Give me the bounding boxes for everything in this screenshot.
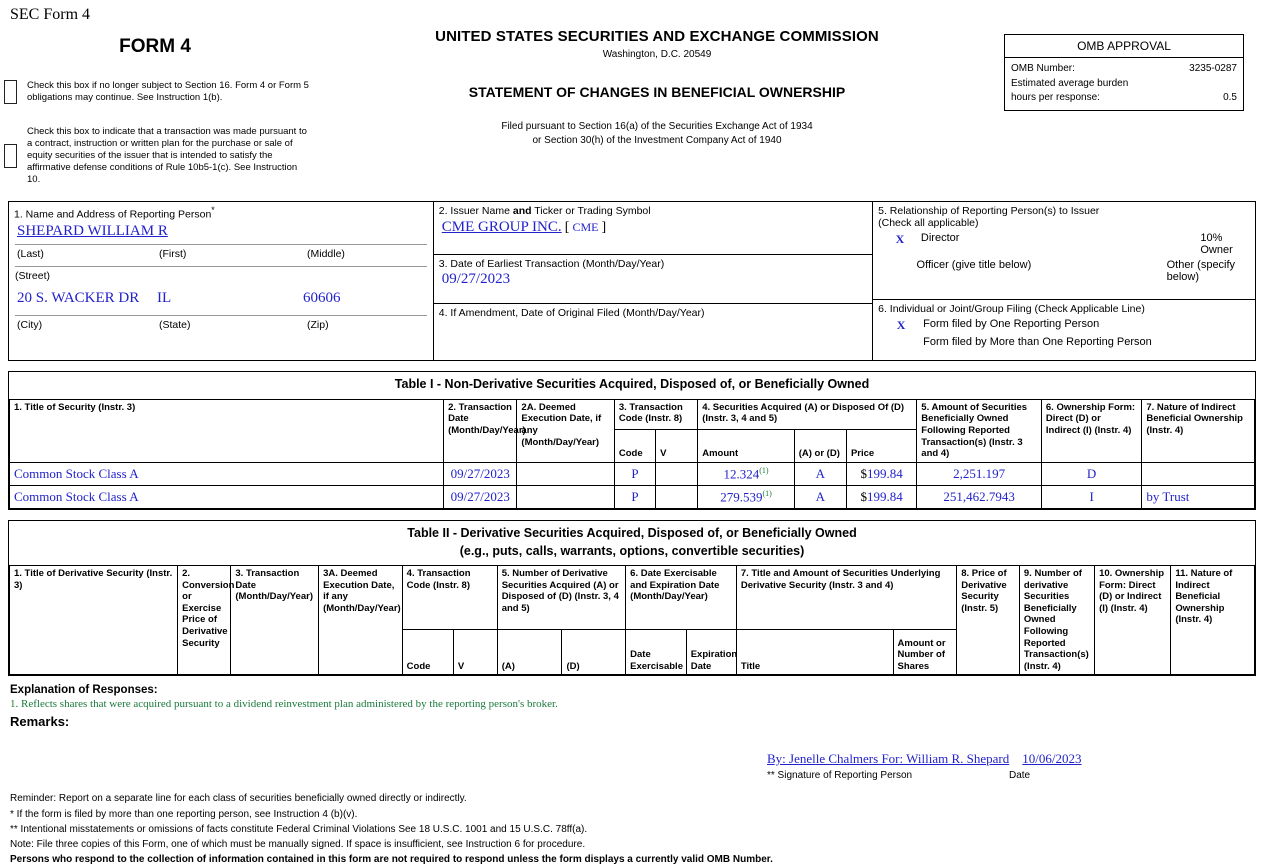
t1-header-transaction-code: 3. Transaction Code (Instr. 8) bbox=[614, 399, 697, 429]
t1-subheader-price: Price bbox=[846, 429, 916, 462]
box-1-label-asterisk: * bbox=[211, 205, 215, 216]
filing-label-one-person: Form filed by One Reporting Person bbox=[923, 318, 1100, 331]
legal-note-copies: Note: File three copies of this Form, one of which must be manually signed. If space is insufficient, see Instruction 6 for procedure. bbox=[10, 838, 586, 850]
t2-header-title: 1. Title of Derivative Security (Instr. 3) bbox=[10, 566, 178, 675]
t1-header-securities-acquired: 4. Securities Acquired (A) or Disposed Of (D) (Instr. 3, 4 and 5) bbox=[698, 399, 917, 429]
address-state-value: IL bbox=[157, 289, 172, 306]
table-1-title: Table I - Non-Derivative Securities Acquired, Disposed of, or Beneficially Owned bbox=[394, 377, 870, 392]
signature-spacer bbox=[10, 751, 767, 781]
omb-number-row bbox=[1011, 62, 1237, 77]
omb-hours-value: 0.5 bbox=[1223, 92, 1237, 103]
omb-burden-label: Estimated average burden bbox=[1011, 77, 1129, 89]
box-2-issuer bbox=[434, 202, 872, 255]
t1-r0-v bbox=[656, 462, 698, 485]
t2-header-date-exercisable: 6. Date Exercisable and Expiration Date (Month/Day/Year) bbox=[626, 566, 737, 630]
ticker-bracket-open: [ bbox=[564, 220, 570, 236]
remarks-title: Remarks: bbox=[10, 714, 70, 730]
relationship-mark-director[interactable]: X bbox=[895, 232, 905, 247]
identity-boxes bbox=[8, 201, 1256, 361]
address-values-row bbox=[9, 288, 433, 307]
checkbox-rule-10b5-1[interactable] bbox=[4, 144, 17, 168]
t1-r1-date: 09/27/2023 bbox=[444, 485, 517, 508]
t1-header-title: 1. Title of Security (Instr. 3) bbox=[10, 399, 444, 462]
box-2-label-post: Ticker or Trading Symbol bbox=[531, 205, 651, 218]
box-1-label-text: 1. Name and Address of Reporting Person bbox=[14, 208, 212, 221]
agency-address: Washington, D.C. 20549 bbox=[602, 49, 712, 60]
box-5-6-relationship-column bbox=[873, 201, 1256, 361]
filing-label-many-persons: Form filed by More than One Reporting Person bbox=[923, 336, 1152, 349]
t2-subheader-title: Title bbox=[736, 630, 893, 675]
t1-subheader-a-or-d: (A) or (D) bbox=[794, 429, 846, 462]
checkbox-no-longer-subject[interactable] bbox=[4, 80, 17, 104]
sec-form-label: SEC Form 4 bbox=[10, 6, 91, 23]
box-2-label bbox=[434, 202, 872, 217]
filing-mark-one-person[interactable]: X bbox=[896, 318, 906, 333]
relationship-label-10pct-owner: 10% Owner bbox=[1200, 232, 1233, 257]
t1-r0-date: 09/27/2023 bbox=[444, 462, 517, 485]
relationship-row-officer[interactable] bbox=[873, 259, 1255, 283]
omb-hours-row bbox=[1011, 91, 1237, 106]
t1-r0-ownership-form: D bbox=[1041, 462, 1141, 485]
table-2-header-row bbox=[10, 566, 1255, 630]
signature-sublabel: ** Signature of Reporting Person bbox=[767, 770, 913, 782]
box-3-value: 09/27/2023 bbox=[441, 271, 511, 288]
label-state: (State) bbox=[159, 318, 191, 331]
t1-r0-a-or-d: A bbox=[794, 462, 846, 485]
table-2-grid bbox=[9, 565, 1255, 675]
table-2-title-line-2: (e.g., puts, calls, warrants, options, convertible securities) bbox=[459, 543, 805, 558]
checkbox-row-no-longer-subject[interactable] bbox=[0, 80, 310, 104]
signature-name: By: Jenelle Chalmers For: William R. Shepard bbox=[767, 751, 1010, 767]
box-2-label-pre: 2. Issuer Name bbox=[438, 205, 513, 218]
label-first: (First) bbox=[159, 247, 187, 260]
box-2-label-and: and bbox=[512, 205, 532, 218]
table-row bbox=[10, 462, 1255, 485]
relationship-label-other: Other (specify below) bbox=[1166, 259, 1236, 284]
legal-note-reminder: Reminder: Report on a separate line for each class of securities beneficially owned directly or indirectly. bbox=[10, 793, 467, 805]
box-1-reporting-person bbox=[8, 201, 434, 361]
t2-subheader-code: Code bbox=[402, 630, 453, 675]
t1-r1-code: P bbox=[614, 485, 655, 508]
t1-r1-deemed bbox=[517, 485, 614, 508]
t1-r1-a-or-d: A bbox=[794, 485, 846, 508]
box-4-value bbox=[434, 319, 872, 320]
t2-subheader-amount-shares: Amount or Number of Shares bbox=[893, 630, 957, 675]
t1-r1-owned: 251,462.7943 bbox=[917, 485, 1042, 508]
signature-date: 10/06/2023 bbox=[1022, 751, 1082, 767]
footnote-1: 1. Reflects shares that were acquired pursuant to a dividend reinvestment plan administered by the reporting person's broker. bbox=[10, 698, 558, 711]
header-left-column bbox=[0, 28, 310, 185]
signature-sublabels bbox=[767, 770, 1082, 781]
box-2-3-4-issuer-column bbox=[434, 201, 873, 361]
t1-header-amount-owned: 5. Amount of Securities Beneficially Owned Following Reported Transaction(s) (Instr. 3 and 4) bbox=[917, 399, 1042, 462]
box-3-earliest-transaction-date bbox=[434, 255, 872, 304]
t2-header-transaction-date: 3. Transaction Date (Month/Day/Year) bbox=[231, 566, 319, 675]
omb-number-label: OMB Number: bbox=[1011, 63, 1075, 74]
t1-r0-title: Common Stock Class A bbox=[10, 462, 444, 485]
legal-note-double-asterisk: ** Intentional misstatements or omissions of facts constitute Federal Criminal Violations See 18 U.S.C. 1001 and 15 U.S.C. 78ff(a). bbox=[10, 823, 588, 835]
header-right-column bbox=[1004, 28, 1254, 185]
omb-hours-label: hours per response: bbox=[1011, 92, 1100, 103]
relationship-label-director: Director bbox=[920, 232, 960, 245]
filing-mark-many-persons[interactable] bbox=[879, 336, 923, 348]
agency-name: UNITED STATES SECURITIES AND EXCHANGE COMMISSION bbox=[435, 28, 879, 45]
legal-notes bbox=[10, 791, 1254, 867]
issuer-value-row bbox=[434, 217, 872, 236]
box-3-label: 3. Date of Earliest Transaction (Month/Day/Year) bbox=[438, 258, 665, 271]
t2-header-price-derivative: 8. Price of Derivative Security (Instr. 5) bbox=[957, 566, 1020, 675]
omb-burden-row bbox=[1011, 77, 1237, 92]
address-zip-value: 60606 bbox=[303, 289, 341, 306]
filed-line-1: Filed pursuant to Section 16(a) of the Securities Exchange Act of 1934 bbox=[501, 121, 813, 132]
t1-r1-price-symbol: $ bbox=[860, 489, 867, 505]
t1-subheader-amount: Amount bbox=[698, 429, 794, 462]
t1-r1-v bbox=[656, 485, 698, 508]
filed-pursuant-text bbox=[310, 120, 1004, 147]
t2-header-transaction-code: 4. Transaction Code (Instr. 8) bbox=[402, 566, 497, 630]
header-center-column bbox=[310, 28, 1004, 185]
box-5-label-line-2: (Check all applicable) bbox=[878, 217, 979, 230]
reporting-person-name-row bbox=[9, 221, 433, 244]
label-zip: (Zip) bbox=[307, 318, 329, 331]
t2-header-conversion-price: 2. Conversion or Exercise Price of Derivative Security bbox=[178, 566, 231, 675]
table-2-title-line-1: Table II - Derivative Securities Acquired, Disposed of, or Beneficially Owned bbox=[407, 526, 857, 541]
box-1-label bbox=[9, 202, 433, 221]
box-4-label: 4. If Amendment, Date of Original Filed (Month/Day/Year) bbox=[438, 307, 705, 320]
form-title: FORM 4 bbox=[119, 36, 191, 57]
ticker-symbol: CME bbox=[572, 220, 599, 235]
signature-section bbox=[10, 751, 1254, 781]
relationship-label-officer: Officer (give title below) bbox=[916, 259, 1032, 272]
reporting-person-name-link[interactable]: SHEPARD WILLIAM R bbox=[17, 222, 168, 239]
table-2-container bbox=[8, 520, 1256, 676]
relationship-mark-officer[interactable] bbox=[879, 259, 916, 283]
date-sublabel: Date bbox=[1009, 770, 1031, 782]
omb-number-value: 3235-0287 bbox=[1189, 63, 1237, 74]
t2-subheader-expiration-date: Expiration Date bbox=[686, 630, 736, 675]
t1-r0-price-value: 199.84 bbox=[867, 465, 903, 481]
name-parts-row bbox=[15, 244, 427, 266]
checkbox-label-rule-10b5-1: Check this box to indicate that a transaction was made pursuant to a contract, instruction or written plan for the purchase or sale of equity securities of the issuer that is intended to satisfy the affirmative defense conditions of Rule 10b5-1(c). See Instruction 10. bbox=[27, 126, 307, 185]
t1-r1-nature: by Trust bbox=[1142, 485, 1255, 508]
t1-r0-amount-value: 12.324 bbox=[723, 466, 760, 482]
t1-r1-amount-value: 279.539 bbox=[720, 489, 763, 505]
box-5-label-line-1: 5. Relationship of Reporting Person(s) to Issuer bbox=[878, 205, 1100, 218]
t2-subheader-date-exercisable: Date Exercisable bbox=[626, 630, 687, 675]
t1-subheader-v: V bbox=[656, 429, 698, 462]
filed-line-2: or Section 30(h) of the Investment Company Act of 1940 bbox=[532, 134, 782, 146]
t1-r0-deemed bbox=[517, 462, 614, 485]
t1-r0-code: P bbox=[614, 462, 655, 485]
explanation-title: Explanation of Responses: bbox=[10, 684, 158, 697]
box-5-relationship bbox=[873, 202, 1255, 300]
signature-block bbox=[767, 751, 1082, 781]
t1-r0-owned: 2,251.197 bbox=[917, 462, 1042, 485]
table-row bbox=[10, 485, 1255, 508]
t1-r0-amount bbox=[698, 462, 794, 485]
checkbox-row-rule-10b5-1[interactable] bbox=[0, 126, 310, 185]
t2-subheader-v: V bbox=[453, 630, 497, 675]
checkbox-label-no-longer-subject: Check this box if no longer subject to Section 16. Form 4 or Form 5 obligations may continue. See Instruction 1(b). bbox=[27, 80, 309, 103]
relationship-mark-other[interactable] bbox=[1129, 259, 1166, 283]
table-1-header-row bbox=[10, 399, 1255, 429]
explanation-section bbox=[10, 684, 1254, 781]
t2-header-number-acquired: 5. Number of Derivative Securities Acquired (A) or Disposed of (D) (Instr. 3, 4 and 5) bbox=[497, 566, 625, 630]
t2-header-nature-indirect: 11. Nature of Indirect Beneficial Ownership (Instr. 4) bbox=[1171, 566, 1255, 675]
t2-subheader-d: (D) bbox=[562, 630, 626, 675]
ticker-bracket-close: ] bbox=[601, 220, 607, 236]
t2-subheader-a: (A) bbox=[497, 630, 562, 675]
t2-header-ownership-form: 10. Ownership Form: Direct (D) or Indirect (I) (Instr. 4) bbox=[1095, 566, 1171, 675]
t1-r1-amount bbox=[698, 485, 794, 508]
t1-r0-amount-footnote[interactable]: (1) bbox=[759, 465, 769, 475]
box-6-label: 6. Individual or Joint/Group Filing (Check Applicable Line) bbox=[878, 303, 1145, 316]
relationship-mark-10pct-owner[interactable] bbox=[1159, 232, 1201, 256]
label-last: (Last) bbox=[17, 247, 44, 260]
statement-title: STATEMENT OF CHANGES IN BENEFICIAL OWNERSHIP bbox=[468, 84, 846, 100]
legal-note-omb-response: Persons who respond to the collection of information contained in this form are not required to respond unless the form displays a currently valid OMB Number. bbox=[10, 854, 773, 866]
issuer-name-link[interactable]: CME GROUP INC. bbox=[441, 219, 562, 236]
t1-r1-amount-footnote[interactable]: (1) bbox=[762, 488, 772, 498]
signature-line bbox=[767, 751, 1082, 767]
t1-header-transaction-date: 2. Transaction Date (Month/Day/Year) bbox=[444, 399, 517, 462]
label-city: (City) bbox=[17, 318, 43, 331]
filing-row-one-person[interactable] bbox=[873, 318, 1255, 333]
label-middle: (Middle) bbox=[307, 247, 345, 260]
omb-approval-box bbox=[1004, 34, 1244, 111]
table-2-title bbox=[9, 521, 1255, 565]
t1-r1-price bbox=[846, 485, 916, 508]
t1-header-nature-indirect: 7. Nature of Indirect Beneficial Ownership (Instr. 4) bbox=[1142, 399, 1255, 462]
t1-subheader-code: Code bbox=[614, 429, 655, 462]
table-1-container bbox=[8, 371, 1256, 510]
t2-header-deemed-date: 3A. Deemed Execution Date, if any (Month/Day/Year) bbox=[319, 566, 403, 675]
address-parts-row bbox=[15, 315, 427, 337]
label-street: (Street) bbox=[15, 269, 51, 282]
legal-note-asterisk: * If the form is filed by more than one reporting person, see Instruction 4 (b)(v). bbox=[10, 808, 358, 820]
omb-body bbox=[1005, 58, 1243, 110]
table-1-grid bbox=[9, 399, 1255, 509]
t2-header-underlying-securities: 7. Title and Amount of Securities Underlying Derivative Security (Instr. 3 and 4) bbox=[736, 566, 956, 630]
t1-r0-nature bbox=[1142, 462, 1255, 485]
filing-row-many-persons[interactable] bbox=[873, 336, 1255, 348]
form-header bbox=[0, 28, 1254, 185]
address-street-value: 20 S. WACKER DR bbox=[17, 289, 140, 306]
t1-header-deemed-date: 2A. Deemed Execution Date, if any (Month/Day/Year) bbox=[517, 399, 614, 462]
omb-title: OMB APPROVAL bbox=[1005, 35, 1243, 58]
relationship-row-director[interactable] bbox=[873, 232, 1255, 256]
t1-r0-price-symbol: $ bbox=[860, 465, 867, 481]
t1-header-ownership-form: 6. Ownership Form: Direct (D) or Indirect (I) (Instr. 4) bbox=[1041, 399, 1141, 462]
t1-r1-price-value: 199.84 bbox=[867, 489, 903, 505]
t2-header-number-owned: 9. Number of derivative Securities Beneficially Owned Following Reported Transaction(s) (Instr. 4) bbox=[1019, 566, 1094, 675]
t1-r0-price bbox=[846, 462, 916, 485]
t1-r1-title: Common Stock Class A bbox=[10, 485, 444, 508]
t1-r1-ownership-form: I bbox=[1041, 485, 1141, 508]
box-6-filing-type bbox=[873, 300, 1255, 359]
box-4-amendment-date bbox=[434, 304, 872, 360]
